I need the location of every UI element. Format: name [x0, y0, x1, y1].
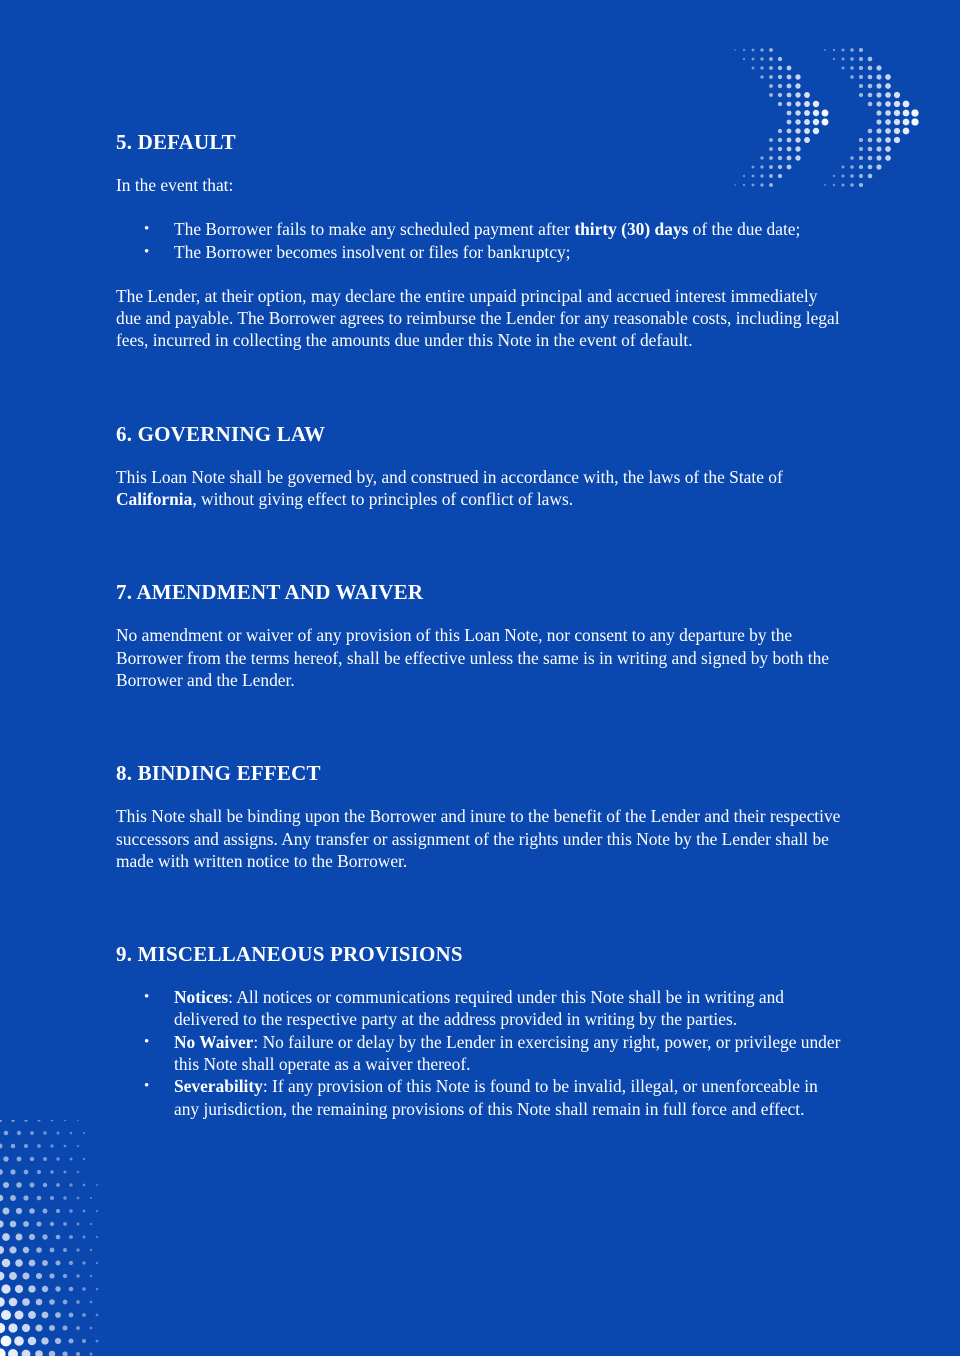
- list-item: • Severability: If any provision of this Note is found to be invalid, illegal, or unenforceable in any jurisdiction, the remaining provisions of this Note shall remain in full force and effect.: [144, 1076, 818, 1119]
- section-heading: 5. DEFAULT: [116, 130, 236, 154]
- bullet: •: [144, 221, 150, 238]
- section-heading: 7. AMENDMENT AND WAIVER: [116, 580, 424, 605]
- list-item: • Notices: All notices or communications required under this Note shall be in writing and delivered to the respective party at the address provided in writing by the parties.: [144, 987, 784, 1030]
- list-item: • No Waiver: No failure or delay by the Lender in exercising any right, power, or privilege under this Note shall operate as a waiver thereof.: [144, 1031, 841, 1075]
- section-default: [116, 128, 846, 352]
- section-body: The Lender, at their option, may declare the entire unpaid principal and accrued interest immediately due and payable. The Borrower agrees to reimburse the Lender for any reasonable costs, including legal fees, incurred in collecting the amounts due under this Note in the event of default.: [116, 285, 840, 351]
- section-heading: 9. MISCELLANEOUS PROVISIONS: [116, 942, 463, 967]
- bullet: •: [144, 243, 150, 260]
- section-body: No amendment or waiver of any provision of this Loan Note, nor consent to any departure by the Borrower from the terms hereof, shall be effective unless the same is in writing and signed by both the Borrower and the Lender.: [116, 625, 829, 690]
- document-content: [116, 128, 846, 1120]
- list-item: • The Borrower fails to make any scheduled payment after thirty (30) days of the due date;: [144, 219, 801, 240]
- section-binding: [116, 759, 846, 872]
- section-misc: [116, 940, 846, 1120]
- section-body: This Loan Note shall be governed by, and construed in accordance with, the laws of the State of California, without giving effect to principles of conflict of laws.: [116, 466, 783, 510]
- list-item: • The Borrower becomes insolvent or files for bankruptcy;: [144, 241, 571, 262]
- section-amendment: [116, 578, 846, 691]
- section-heading: 8. BINDING EFFECT: [116, 761, 321, 786]
- bullet: •: [144, 1033, 150, 1050]
- section-body: This Note shall be binding upon the Borrower and inure to the benefit of the Lender and their respective successors and assigns. Any transfer or assignment of the rights under this Note by the Lender shall be made with written notice to the Borrower.: [116, 806, 841, 871]
- dot-pattern-icon: [0, 1120, 110, 1356]
- misc-list: [116, 986, 846, 1120]
- default-list: [116, 218, 846, 263]
- bullet: •: [144, 1078, 150, 1095]
- bullet: •: [144, 989, 150, 1006]
- section-governing-law: [116, 420, 846, 511]
- section-intro: In the event that:: [116, 175, 234, 195]
- section-heading: 6. GOVERNING LAW: [116, 421, 326, 446]
